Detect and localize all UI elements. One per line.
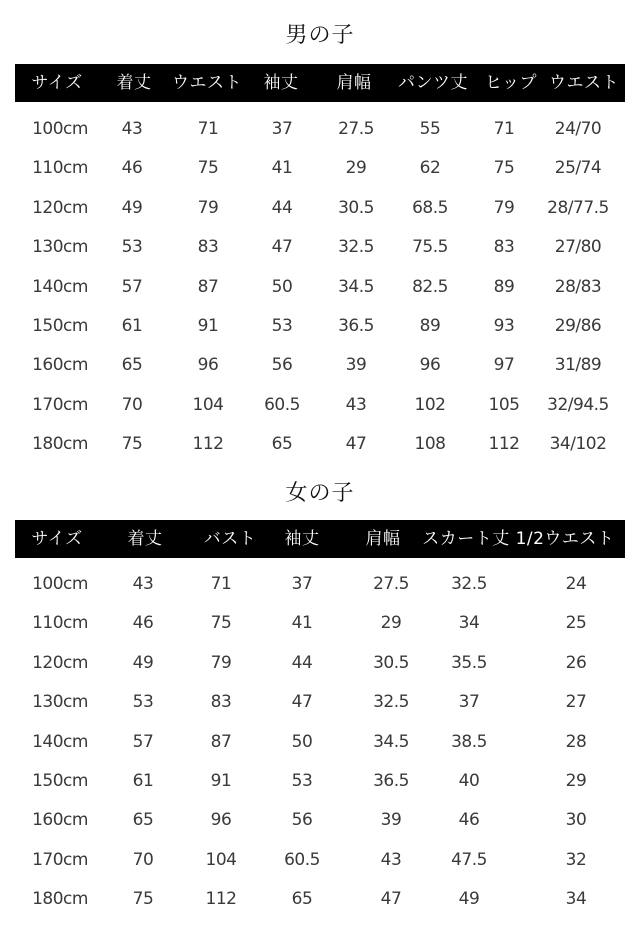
table-cell: 37 bbox=[291, 574, 313, 594]
table-cell: 36.5 bbox=[373, 770, 409, 791]
table-row bbox=[0, 723, 640, 762]
table-cell: 75.5 bbox=[412, 237, 448, 258]
boys-header-cell: ウエスト bbox=[549, 73, 619, 93]
table-cell: 28/83 bbox=[554, 276, 602, 297]
table-cell: 27.5 bbox=[338, 119, 374, 139]
table-cell: 41 bbox=[271, 158, 293, 179]
table-cell: 61 bbox=[121, 315, 143, 336]
table-cell: 57 bbox=[132, 731, 154, 752]
table-cell: 44 bbox=[291, 652, 313, 673]
table-cell: 83 bbox=[210, 692, 232, 713]
table-cell: 79 bbox=[197, 197, 219, 218]
girls-table-body bbox=[0, 565, 640, 920]
table-cell: 89 bbox=[419, 315, 441, 336]
table-cell: 110cm bbox=[32, 613, 88, 634]
table-cell: 60.5 bbox=[264, 394, 300, 415]
table-cell: 32/94.5 bbox=[547, 394, 609, 415]
table-cell: 49 bbox=[132, 652, 154, 673]
table-row bbox=[0, 841, 640, 880]
table-cell: 37 bbox=[458, 692, 480, 713]
table-cell: 34.5 bbox=[338, 276, 374, 297]
table-cell: 43 bbox=[380, 849, 402, 870]
boys-header-cell: ウエスト bbox=[172, 73, 242, 93]
table-cell: 31/89 bbox=[554, 355, 602, 376]
table-cell: 70 bbox=[132, 849, 154, 870]
table-cell: 93 bbox=[493, 315, 515, 336]
table-row bbox=[0, 880, 640, 919]
table-cell: 83 bbox=[197, 237, 219, 258]
table-cell: 89 bbox=[493, 276, 515, 297]
table-row bbox=[0, 268, 640, 307]
table-cell: 102 bbox=[414, 394, 446, 415]
table-cell: 41 bbox=[291, 613, 313, 634]
table-row bbox=[0, 565, 640, 604]
table-cell: 29/86 bbox=[554, 315, 602, 336]
table-cell: 27 bbox=[565, 692, 587, 713]
table-cell: 62 bbox=[419, 158, 441, 179]
table-cell: 97 bbox=[493, 355, 515, 376]
boys-header-cell: 着丈 bbox=[116, 73, 152, 93]
table-cell: 37 bbox=[271, 119, 293, 139]
table-row bbox=[0, 762, 640, 801]
girls-header-cell: 肩幅 bbox=[365, 529, 401, 549]
table-cell: 46 bbox=[132, 613, 154, 634]
table-cell: 29 bbox=[380, 613, 402, 634]
table-cell: 24/70 bbox=[554, 119, 602, 139]
table-cell: 39 bbox=[380, 810, 402, 831]
table-cell: 112 bbox=[205, 889, 237, 910]
table-cell: 34.5 bbox=[373, 731, 409, 752]
table-cell: 47 bbox=[345, 434, 367, 455]
table-cell: 30 bbox=[565, 810, 587, 831]
girls-header-cell: バスト bbox=[203, 529, 257, 549]
table-cell: 150cm bbox=[32, 315, 88, 336]
table-cell: 32.5 bbox=[451, 574, 487, 594]
boys-table-body bbox=[0, 110, 640, 465]
table-row bbox=[0, 644, 640, 683]
table-cell: 91 bbox=[197, 315, 219, 336]
girls-table-header bbox=[15, 520, 625, 558]
table-cell: 55 bbox=[419, 119, 441, 139]
table-cell: 108 bbox=[414, 434, 446, 455]
table-cell: 56 bbox=[291, 810, 313, 831]
table-cell: 28/77.5 bbox=[547, 197, 609, 218]
table-cell: 35.5 bbox=[451, 652, 487, 673]
table-cell: 180cm bbox=[32, 889, 88, 910]
table-cell: 53 bbox=[271, 315, 293, 336]
table-cell: 47 bbox=[380, 889, 402, 910]
table-cell: 140cm bbox=[32, 276, 88, 297]
table-cell: 34 bbox=[458, 613, 480, 634]
table-cell: 47 bbox=[291, 692, 313, 713]
table-cell: 49 bbox=[121, 197, 143, 218]
table-cell: 61 bbox=[132, 770, 154, 791]
table-cell: 110cm bbox=[32, 158, 88, 179]
table-cell: 75 bbox=[121, 434, 143, 455]
table-row bbox=[0, 346, 640, 385]
table-cell: 57 bbox=[121, 276, 143, 297]
boys-table-header bbox=[15, 64, 625, 102]
table-cell: 70 bbox=[121, 394, 143, 415]
table-cell: 75 bbox=[210, 613, 232, 634]
table-cell: 65 bbox=[271, 434, 293, 455]
table-cell: 170cm bbox=[32, 849, 88, 870]
table-cell: 50 bbox=[271, 276, 293, 297]
table-cell: 140cm bbox=[32, 731, 88, 752]
table-cell: 46 bbox=[458, 810, 480, 831]
table-cell: 79 bbox=[210, 652, 232, 673]
table-cell: 96 bbox=[210, 810, 232, 831]
table-cell: 100cm bbox=[32, 119, 88, 139]
table-cell: 87 bbox=[197, 276, 219, 297]
table-cell: 160cm bbox=[32, 810, 88, 831]
table-cell: 30.5 bbox=[338, 197, 374, 218]
table-cell: 100cm bbox=[32, 574, 88, 594]
table-cell: 130cm bbox=[32, 692, 88, 713]
table-cell: 104 bbox=[192, 394, 224, 415]
table-row bbox=[0, 425, 640, 464]
table-cell: 38.5 bbox=[451, 731, 487, 752]
table-cell: 43 bbox=[345, 394, 367, 415]
table-cell: 34 bbox=[565, 889, 587, 910]
table-cell: 120cm bbox=[32, 652, 88, 673]
boys-header-cell: ヒップ bbox=[485, 73, 537, 93]
table-row bbox=[0, 604, 640, 643]
boys-header-cell: パンツ丈 bbox=[398, 73, 468, 93]
table-cell: 26 bbox=[565, 652, 587, 673]
table-cell: 24 bbox=[565, 574, 587, 594]
table-cell: 160cm bbox=[32, 355, 88, 376]
boys-header-cell: サイズ bbox=[31, 73, 83, 93]
table-cell: 112 bbox=[192, 434, 224, 455]
table-cell: 50 bbox=[291, 731, 313, 752]
table-cell: 32 bbox=[565, 849, 587, 870]
boys-header-cell: 袖丈 bbox=[263, 73, 299, 93]
table-cell: 65 bbox=[291, 889, 313, 910]
table-cell: 71 bbox=[493, 119, 515, 139]
table-cell: 120cm bbox=[32, 197, 88, 218]
table-cell: 87 bbox=[210, 731, 232, 752]
girls-header-cell: 着丈 bbox=[127, 529, 163, 549]
girls-header-cell: 1/2ウエスト bbox=[515, 529, 615, 549]
table-cell: 40 bbox=[458, 770, 480, 791]
table-cell: 82.5 bbox=[412, 276, 448, 297]
table-cell: 39 bbox=[345, 355, 367, 376]
table-cell: 60.5 bbox=[284, 849, 320, 870]
table-cell: 47.5 bbox=[451, 849, 487, 870]
table-cell: 65 bbox=[132, 810, 154, 831]
table-cell: 65 bbox=[121, 355, 143, 376]
boys-section-title: 男の子 bbox=[285, 23, 355, 48]
table-cell: 30.5 bbox=[373, 652, 409, 673]
table-cell: 96 bbox=[419, 355, 441, 376]
table-cell: 112 bbox=[488, 434, 520, 455]
table-cell: 53 bbox=[121, 237, 143, 258]
table-cell: 130cm bbox=[32, 237, 88, 258]
table-row bbox=[0, 189, 640, 228]
table-cell: 68.5 bbox=[412, 197, 448, 218]
girls-header-cell: サイズ bbox=[31, 529, 83, 549]
boys-header-cell: 肩幅 bbox=[336, 73, 372, 93]
table-cell: 56 bbox=[271, 355, 293, 376]
table-cell: 28 bbox=[565, 731, 587, 752]
table-cell: 53 bbox=[291, 770, 313, 791]
table-cell: 71 bbox=[210, 574, 232, 594]
table-row bbox=[0, 149, 640, 188]
table-row bbox=[0, 683, 640, 722]
table-cell: 75 bbox=[197, 158, 219, 179]
table-cell: 75 bbox=[132, 889, 154, 910]
table-cell: 180cm bbox=[32, 434, 88, 455]
table-cell: 47 bbox=[271, 237, 293, 258]
table-cell: 79 bbox=[493, 197, 515, 218]
table-cell: 46 bbox=[121, 158, 143, 179]
table-cell: 29 bbox=[345, 158, 367, 179]
table-cell: 53 bbox=[132, 692, 154, 713]
table-cell: 43 bbox=[121, 119, 143, 139]
table-cell: 27/80 bbox=[554, 237, 602, 258]
girls-section-title: 女の子 bbox=[285, 481, 355, 506]
table-row bbox=[0, 386, 640, 425]
table-cell: 150cm bbox=[32, 770, 88, 791]
table-cell: 105 bbox=[488, 394, 520, 415]
table-cell: 96 bbox=[197, 355, 219, 376]
table-cell: 104 bbox=[205, 849, 237, 870]
table-cell: 36.5 bbox=[338, 315, 374, 336]
table-cell: 25 bbox=[565, 613, 587, 634]
table-cell: 71 bbox=[197, 119, 219, 139]
table-row bbox=[0, 801, 640, 840]
table-cell: 75 bbox=[493, 158, 515, 179]
girls-header-cell: 袖丈 bbox=[284, 529, 320, 549]
table-cell: 32.5 bbox=[338, 237, 374, 258]
table-cell: 25/74 bbox=[554, 158, 602, 179]
table-cell: 29 bbox=[565, 770, 587, 791]
table-cell: 91 bbox=[210, 770, 232, 791]
table-cell: 34/102 bbox=[549, 434, 607, 455]
table-cell: 43 bbox=[132, 574, 154, 594]
table-cell: 27.5 bbox=[373, 574, 409, 594]
table-cell: 170cm bbox=[32, 394, 88, 415]
table-row bbox=[0, 228, 640, 267]
table-cell: 49 bbox=[458, 889, 480, 910]
girls-header-cell: スカート丈 bbox=[422, 529, 510, 549]
table-row bbox=[0, 307, 640, 346]
table-cell: 32.5 bbox=[373, 692, 409, 713]
table-cell: 83 bbox=[493, 237, 515, 258]
table-cell: 44 bbox=[271, 197, 293, 218]
table-row bbox=[0, 110, 640, 149]
